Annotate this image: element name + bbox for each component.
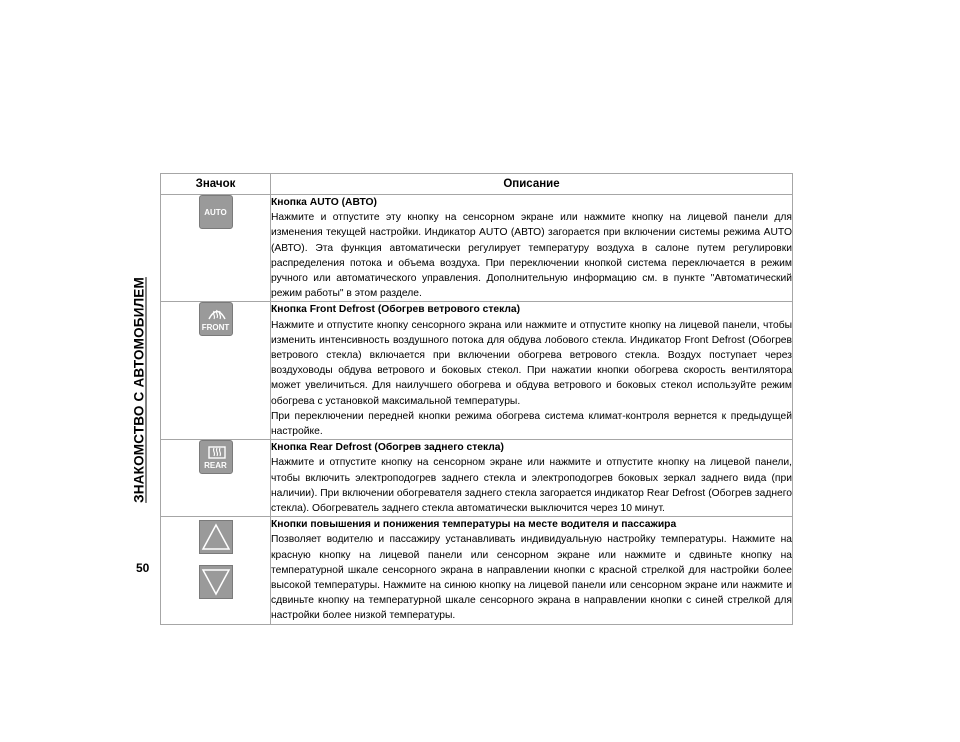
description-cell <box>271 440 793 517</box>
auto-button-icon: AUTO <box>199 195 233 229</box>
table-row <box>161 440 793 517</box>
header-icon: Значок <box>161 174 271 195</box>
table-row <box>161 517 793 624</box>
arrow-up-icon <box>199 520 233 554</box>
table-header-row <box>161 174 793 195</box>
front-defrost-icon: FRONT <box>199 302 233 336</box>
arrow-down-icon <box>199 565 233 599</box>
row-text: Нажмите и отпустите эту кнопку на сенсорном экране или нажмите кнопку на лицевой панели для изменения текущей настройки. Индикатор AUTO (АВТО) загорается при включении системы режима AUTO (АВТО). Эта функция автоматически регулирует температуру воздуха в салоне путем регулировки распределения потока и объема воздуха. При переключении кнопкой система переключается в режим ручного или автоматического управления. Дополнительную информацию см. в пункте "Автоматический режим работы" в этом разделе. <box>271 212 792 300</box>
description-cell <box>271 302 793 440</box>
icon-cell <box>161 195 271 302</box>
row-text: Позволяет водителю и пассажиру устанавливать индивидуальную настройку температуры. Нажмите на красную кнопку на лицевой панели или сенсорном экране или нажмите и сдвиньте кнопку на температурной шкале сенсорного экрана в направлении кнопки с красной стрелкой для настройки более высокой температуры. Нажмите на синюю кнопку на лицевой панели или сенсорном экране или нажмите и сдвиньте кнопку на температурной шкале сенсорного экрана в направлении кнопки с синей стрелкой для настройки более низкой температуры. <box>271 534 792 622</box>
row-text: Нажмите и отпустите кнопку на сенсорном экране или нажмите и отпустите кнопку на лицевой панели, чтобы включить электроподогрев заднего стекла и электроподогрев боковых зеркал заднего вида (при наличии). При включении обогревателя заднего стекла загорается индикатор Rear Defrost (Обогрев заднего стекла). Обогреватель заднего стекла автоматически выключится через 10 минут. <box>271 457 792 515</box>
row-text-2: При переключении передней кнопки режима обогрева система климат-контроля вернется к предыдущей настройке. <box>271 410 792 438</box>
temperature-arrows-icon <box>161 517 270 599</box>
row-title: Кнопка Front Defrost (Обогрев ветрового стекла) <box>271 304 521 316</box>
icon-cell <box>161 517 271 624</box>
table-row <box>161 302 793 440</box>
rear-defrost-icon: REAR <box>199 440 233 474</box>
description-cell <box>271 195 793 302</box>
row-title: Кнопка Rear Defrost (Обогрев заднего стекла) <box>271 442 504 454</box>
controls-table <box>160 173 793 625</box>
icon-cell <box>161 302 271 440</box>
header-description: Описание <box>271 174 793 195</box>
description-cell <box>271 517 793 624</box>
page-number: 50 <box>136 561 150 575</box>
row-title: Кнопки повышения и понижения температуры на месте водителя и пассажира <box>271 519 677 531</box>
row-text: Нажмите и отпустите кнопку сенсорного экрана или нажмите и отпустите кнопку на лицевой панели, чтобы изменить интенсивность воздушного потока для обдува лобового стекла. Индикатор Front Defrost (Обогрев ветрового стекла) включается при включении обогрева ветрового стекла. Воздух поступает через воздуховоды обдува ветрового и боковых стекол. При нажатии кнопки обогрева скорость вентилятора может увеличиться. Для наилучшего обогрева и обдува ветрового и боковых стекол используйте режим обогрева с установкой максимальной температуры. <box>271 319 792 407</box>
row-title: Кнопка AUTO (АВТО) <box>271 197 377 208</box>
section-title-vertical: ЗНАКОМСТВО С АВТОМОБИЛЕМ <box>131 277 147 503</box>
table-row <box>161 195 793 302</box>
icon-cell <box>161 440 271 517</box>
